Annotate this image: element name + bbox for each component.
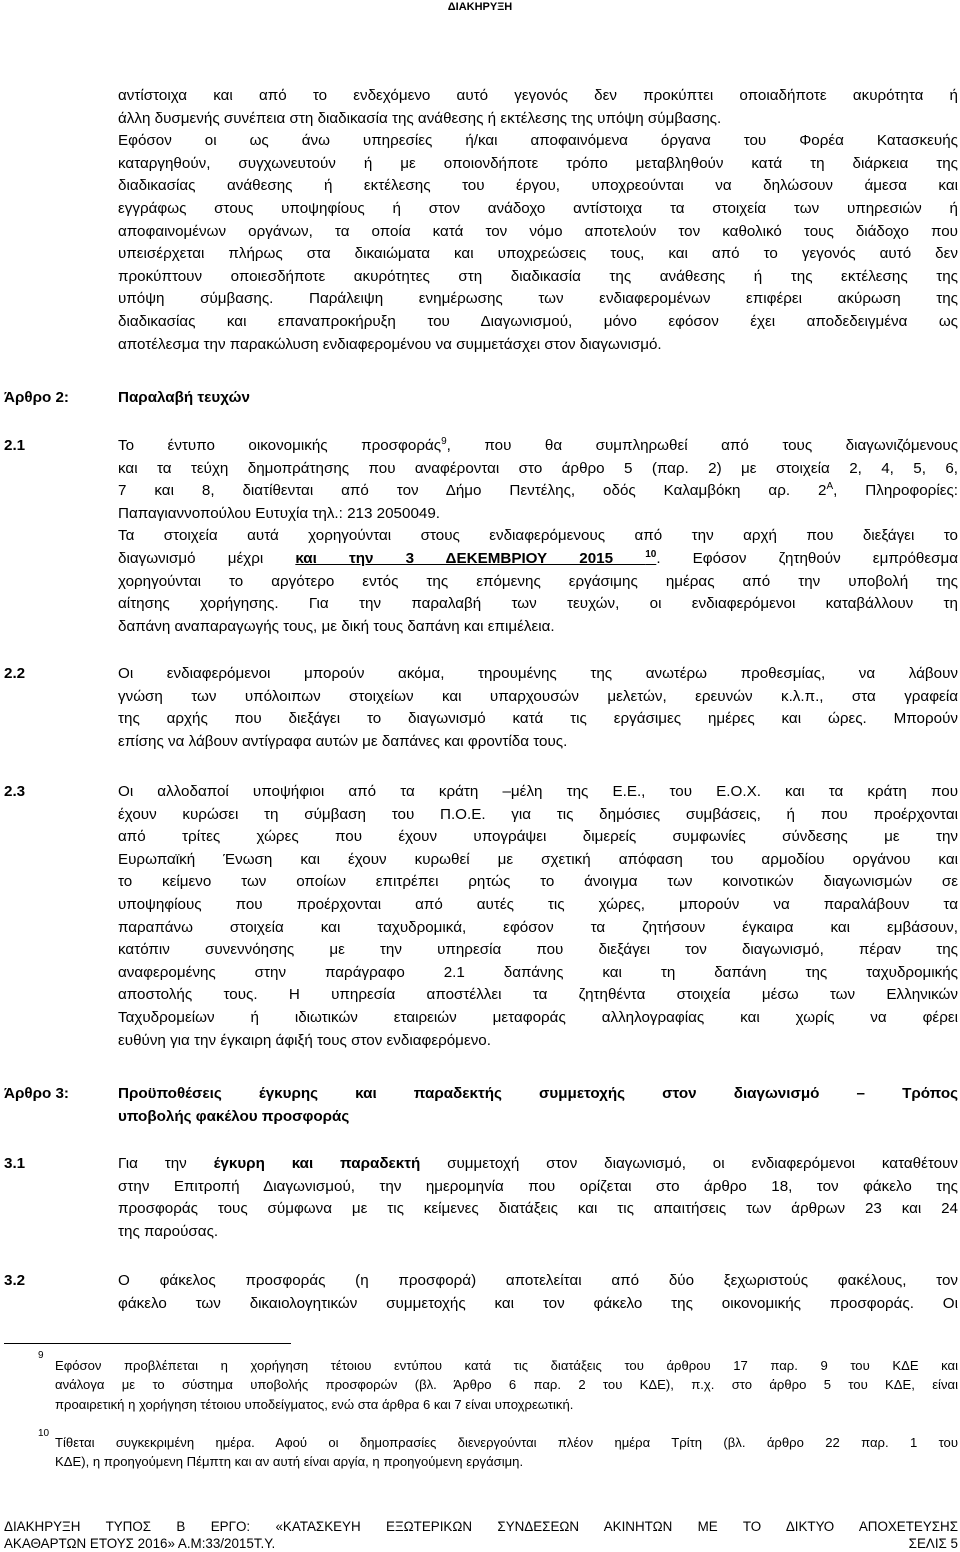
text-line: αίτησης χορήγησης. Για την παραλαβή των τευχών, οι ενδιαφερόμενοι καταβάλλουν τη xyxy=(118,595,958,613)
paragraph-3-1 xyxy=(118,1153,958,1243)
text-line: αντίστοιχα και από το ενδεχόμενο αυτό γεγονός δεν προκύπτει οποιαδήποτε ακυρότητα ή xyxy=(118,87,958,104)
text-line: άλλη δυσμενής συνέπεια στη διαδικασία της ανάθεσης ή εκτέλεσης της υπόψη σύμβασης. xyxy=(118,109,722,127)
text-line: ΚΔΕ), η προηγούμενη Πέμπτη και αν αυτή είναι αργία, η προηγούμενη εργάσιμη. xyxy=(55,1454,524,1470)
text-line: Εφόσον οι ως άνω υπηρεσίες ή/και αποφαινόμενα όργανα του Φορέα Κατασκευής xyxy=(118,132,958,150)
text-line: αναφερομένης στην παράγραφο 2.1 δαπάνης και τη δαπάνη της ταχυδρομικής xyxy=(118,963,958,981)
text-line: αποστολής τους. Η υπηρεσία αποστέλλει τα ζητηθέντα στοιχεία μέσω των Ελληνικών xyxy=(118,986,958,1004)
text-line xyxy=(118,435,958,458)
text-line: προσφοράς τους σύμφωνα με τις κείμενες διατάξεις και τις απαιτήσεις των άρθρων 23 και 24 xyxy=(118,1200,958,1218)
article-3-title xyxy=(118,1083,958,1128)
text-run: Το έντυπο οικονομικής προσφοράς xyxy=(118,437,442,454)
text-line: από τρίτες χώρες που έχουν υπογράψει διμερείς συμφωνίες σύνδεσης με την xyxy=(118,828,958,846)
footer-line: ΔΙΑΚΗΡΥΞΗ ΤΥΠΟΣ Β ΕΡΓΟ: «ΚΑΤΑΣΚΕΥΗ ΕΞΩΤΕΡΙΚΩΝ ΣΥΝΔΕΣΕΩΝ ΑΚΙΝΗΤΩΝ ΜΕ ΤΟ ΔΙΚΤΥΟ ΑΠΟΧΕΤΕΥΣΗΣ xyxy=(4,1519,958,1534)
text-line: προκύπτουν οποιεσδήποτε ακυρότητες στη διαδικασία της ανάθεσης ή της εκτέλεσης της xyxy=(118,267,958,285)
text-run: διαγωνισμό μέχρι xyxy=(118,549,296,567)
bold-text: έγκυρη και παραδεκτή xyxy=(213,1155,421,1172)
text-line: Παπαγιαννοπούλου Ευτυχία τηλ.: 213 2050049. xyxy=(118,504,440,522)
text-line: φάκελο των δικαιολογητικών συμμετοχής και τον φάκελο της οικονομικής προσφοράς. Οι xyxy=(118,1294,958,1312)
page-footer xyxy=(4,1518,958,1552)
text-line: χορηγούνται το αργότερο εντός της επόμενης εργάσιμης ημέρας από την υποβολή της xyxy=(118,572,958,590)
article-2-label: Άρθρο 2: xyxy=(4,389,69,406)
text-line: υπεισέρχεται πλήρως στα δικαιώματα και υποχρεώσεις τους, και από το γεγονός αυτό δεν xyxy=(118,245,958,263)
superscript: Α xyxy=(826,481,834,493)
text-run: , που θα συμπληρωθεί από τους διαγωνιζόμενους xyxy=(446,437,959,454)
paragraph-2-2 xyxy=(118,663,958,753)
text-line: επίσης να λάβουν αντίγραφα αυτών με δαπάνες και φροντίδα τους. xyxy=(118,732,568,750)
footnote-number-10: 10 xyxy=(38,1428,50,1439)
text-line: υποψηφίους που προέρχονται από αυτές τις χώρες, μπορούν να παραλάβουν τα xyxy=(118,895,958,913)
paragraph-2-3 xyxy=(118,781,958,1052)
text-run: Για την xyxy=(118,1155,214,1172)
text-line: της παρούσας. xyxy=(118,1222,219,1240)
text-line: και τα τεύχη δημοπράτησης που αναφέρονται στο άρθρο 5 (παρ. 2) με στοιχεία 2, 4, 5, 6, xyxy=(118,459,958,477)
paragraph-number-3-1: 3.1 xyxy=(4,1155,26,1172)
text-line: Ευρωπαϊκή Ένωση και έχουν κυρωθεί με σχετική απόφαση του αρμοδίου οργάνου και xyxy=(118,850,958,868)
text-line: αποτέλεσμα την παρακώλυση ενδιαφερομένου να συμμετάσχει στον διαγωνισμό. xyxy=(118,335,662,353)
footer-line: ΑΚΑΘΑΡΤΩΝ ΕΤΟΥΣ 2016» Α.Μ:33/2015Τ.Υ. xyxy=(4,1536,276,1551)
text-line: στην Επιτροπή Διαγωνισμού, την ημερομηνία που ορίζεται στο άρθρο 18, τον φάκελο της xyxy=(118,1177,958,1195)
text-line: δαπάνη αναπαραγωγής τους, με δική τους δαπάνη και επιμέλεια. xyxy=(118,617,555,635)
text-line: έχουν κυρώσει τη σύμβαση του Π.Ο.Ε. για τις δημόσιες συμβάσεις, ή που προέρχονται xyxy=(118,805,958,823)
paragraph-number-2-1: 2.1 xyxy=(4,437,26,454)
article-2-title: Παραλαβή τευχών xyxy=(118,389,250,406)
footnote-9 xyxy=(55,1356,958,1414)
text-line xyxy=(118,548,958,571)
text-line: καταργηθούν, συγχωνευτούν ή με οποιονδήποτε τρόπο μεταβληθούν κατά τη διάρκεια της xyxy=(118,154,958,172)
text-line: παραπάνω στοιχεία και ταχυδρομικά, εφόσον τα ζητήσουν έγκαιρα και εμβάσουν, xyxy=(118,918,958,936)
footnote-10 xyxy=(55,1433,958,1472)
text-run: και την 3 ΔΕΚΕΜΒΡΙΟΥ 2015 xyxy=(295,549,646,567)
paragraph-2-1 xyxy=(118,435,958,638)
text-line: κατόπιν συνεννόησης με την υπηρεσία που διεξάγει τον διαγωνισμό, πέραν της xyxy=(118,941,958,959)
footnote-separator xyxy=(4,1343,291,1344)
text-run: , Πληροφορίες: xyxy=(833,482,959,500)
text-line: αποφαινομένων οργάνων, τα οποία κατά τον νόμο αποτελούν τον καθολικό τους διάδοχο που xyxy=(118,222,958,240)
text-line: της αρχής που διεξάγει το διαγωνισμό κατά τις εργάσιμες ημέρες και ώρες. Μπορούν xyxy=(118,710,958,728)
text-line: γνώση των υπόλοιπων στοιχείων και υπαρχουσών μελετών, ερευνών κ.λ.π., στα γραφεία xyxy=(118,687,958,705)
text-line: Εφόσον προβλέπεται η χορήγηση τέτοιου εντύπου κατά τις διατάξεις του άρθρου 17 παρ. 9 του ΚΔΕ και xyxy=(55,1358,958,1373)
text-line: Οι ενδιαφερόμενοι μπορούν ακόμα, τηρουμένης της ανωτέρω προθεσμίας, να λάβουν xyxy=(118,665,958,682)
text-run: συμμετοχή στον διαγωνισμό, οι ενδιαφερόμενοι καταθέτουν xyxy=(420,1155,958,1172)
text-line: Τα στοιχεία αυτά χορηγούνται στους ενδιαφερόμενους από την αρχή που διεξάγει το xyxy=(118,527,958,545)
text-line: το κείμενο των οποίων επιτρέπει ρητώς το άνοιγμα των κοινοτικών διαγωνισμών σε xyxy=(118,873,958,891)
text-line: Ταχυδρομείων ή ιδιωτικών εταιρειών μεταφοράς αλληλογραφίας και χωρίς να φέρει xyxy=(118,1008,958,1026)
text-line: διαδικασίας και επαναπροκήρυξη του Διαγωνισμού, μόνο εφόσον έχει αποδεδειγμένα ως xyxy=(118,312,958,330)
text-line: Τίθεται συγκεκριμένη ημέρα. Αφού οι δημοπρασίες διενεργούνται πλέον ημέρα Τρίτη (βλ. άρθρο 22 παρ. 1 του xyxy=(55,1435,958,1450)
text-line: Προϋποθέσεις έγκυρης και παραδεκτής συμμετοχής στον διαγωνισμό – Τρόπος xyxy=(118,1085,958,1102)
text-run: . Εφόσον ζητηθούν εμπρόθεσμα xyxy=(656,549,959,567)
text-line: υπόψη σύμβασης. Παράλειψη ενημέρωσης των ενδιαφερομένων επιφέρει ακύρωση της xyxy=(118,290,958,308)
footnote-number-9: 9 xyxy=(38,1350,44,1361)
text-line: Οι αλλοδαποί υποψήφιοι από τα κράτη –μέλη της Ε.Ε., του Ε.Ο.Χ. και τα κράτη που xyxy=(118,783,958,800)
page-number: ΣΕΛΙΣ 5 xyxy=(908,1536,958,1551)
page-header-title: ΔΙΑΚΗΡΥΞΗ xyxy=(447,1,513,13)
paragraph-3-2 xyxy=(118,1270,958,1315)
paragraph-number-2-3: 2.3 xyxy=(4,783,26,800)
footnote-ref-10: 10 xyxy=(645,548,657,560)
article-3-label: Άρθρο 3: xyxy=(4,1085,69,1102)
text-line xyxy=(118,1153,958,1176)
deadline-date xyxy=(295,550,656,567)
intro-paragraph xyxy=(118,85,958,356)
text-line: προαιρετική η χορήγηση τέτοιου υποδείγματος, ενώ στα άρθρα 6 και 7 είναι υποχρεωτική. xyxy=(55,1396,574,1412)
text-line: Ο φάκελος προσφοράς (η προσφορά) αποτελείται από δύο ξεχωριστούς φακέλους, τον xyxy=(118,1272,958,1289)
text-line xyxy=(118,480,958,503)
paragraph-number-3-2: 3.2 xyxy=(4,1272,26,1289)
text-line: ευθύνη για την έγκαιρη άφιξή τους στον ενδιαφερόμενο. xyxy=(118,1031,491,1049)
footnote-ref-9: 9 xyxy=(441,435,447,447)
text-line: διαδικασίας ανάθεσης ή εκτέλεσης του έργου, υποχρεούνται να δηλώσουν άμεσα και xyxy=(118,177,958,195)
text-line: εγγράφως στους υποψηφίους ή στον ανάδοχο αντίστοιχα τα στοιχεία των υπηρεσιών ή xyxy=(118,199,958,217)
text-run: 7 και 8, διατίθενται από τον Δήμο Πεντέλης, οδός Καλαμβόκη αρ. 2 xyxy=(118,482,827,500)
text-line: υποβολής φακέλου προσφοράς xyxy=(118,1107,350,1125)
text-line: ανάλογα με το σύστημα υποβολής προσφορών (βλ. Άρθρο 6 παρ. 2 του ΚΔΕ), π.χ. στο άρθρο 5 του ΚΔΕ, είναι xyxy=(55,1377,958,1393)
paragraph-number-2-2: 2.2 xyxy=(4,665,26,682)
